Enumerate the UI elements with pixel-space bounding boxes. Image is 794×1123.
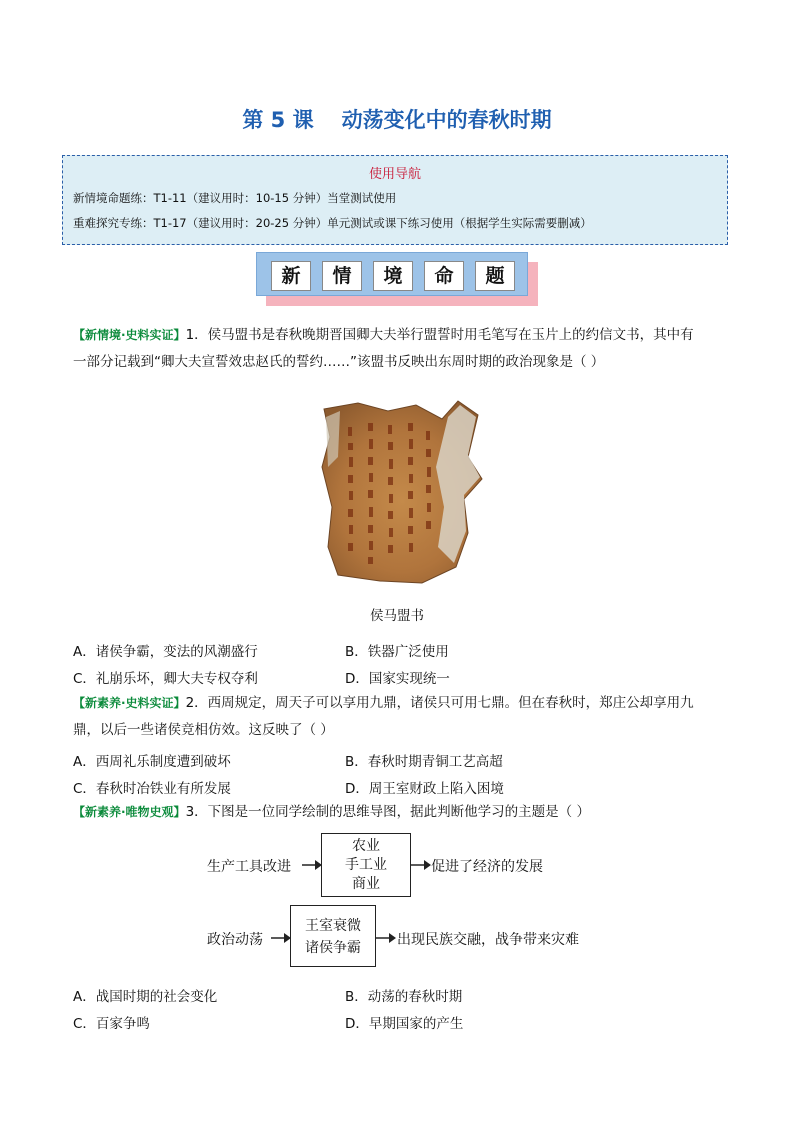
mind-map-box-1-item: 农业 <box>352 838 380 854</box>
arrow-icon <box>302 858 322 872</box>
question-3-option-d[interactable]: D．早期国家的产生 <box>345 1016 464 1032</box>
banner-char: 境 <box>373 261 413 291</box>
usage-navigation-box <box>62 155 728 245</box>
arrow-icon <box>271 931 291 945</box>
lesson-title <box>0 104 794 134</box>
question-3-option-b[interactable]: B．动荡的春秋时期 <box>345 989 463 1005</box>
question-2-option-c[interactable]: C．春秋时冶铁业有所发展 <box>73 781 231 797</box>
mind-map-box-2 <box>290 905 376 967</box>
banner-char: 新 <box>271 261 311 291</box>
question-1-option-d[interactable]: D．国家实现统一 <box>345 671 450 687</box>
usage-navigation-heading: 使用导航 <box>368 167 421 182</box>
mind-map-box-1-item: 手工业 <box>345 857 387 873</box>
banner-char: 命 <box>424 261 464 291</box>
question-2-option-d[interactable]: D．周王室财政上陷入困境 <box>345 781 504 797</box>
mind-map-right-1: 促进了经济的发展 <box>431 859 543 875</box>
question-2-tag: 【新素养·史料实证】 <box>73 696 186 710</box>
section-banner <box>256 252 538 304</box>
question-3-option-c[interactable]: C．百家争鸣 <box>73 1016 150 1032</box>
question-1-option-c[interactable]: C．礼崩乐坏，卿大夫专权夺利 <box>73 671 258 687</box>
lesson-number: 第 5 课 <box>242 108 314 132</box>
mind-map-left-2: 政治动荡 <box>207 932 263 948</box>
question-1-line-2: 一部分记载到“卿大夫宣誓效忠赵氏的誓约……”该盟书反映出东周时期的政治现象是（ ） <box>73 354 605 370</box>
mind-map-box-2-item: 王室衰微 <box>305 918 361 934</box>
question-2-line-2: 鼎，以后一些诸侯竞相仿效。这反映了（ ） <box>73 722 334 738</box>
arrow-icon <box>411 858 431 872</box>
question-3-option-a[interactable]: A．战国时期的社会变化 <box>73 989 218 1005</box>
question-3-line-1: 3．下图是一位同学绘制的思维导图，据此判断他学习的主题是（ ） <box>185 804 590 820</box>
question-2-option-a[interactable]: A．西周礼乐制度遭到破坏 <box>73 754 231 770</box>
mind-map-box-2-item: 诸侯争霸 <box>305 940 361 956</box>
question-2-stem <box>73 690 733 744</box>
mind-map-box-1 <box>321 833 411 897</box>
lesson-topic: 动荡变化中的春秋时期 <box>341 108 552 132</box>
question-2-line-1: 2．西周规定，周天子可以享用九鼎，诸侯只可用七鼎。但在春秋时，郑庄公却享用九 <box>185 695 694 711</box>
question-1-option-a[interactable]: A．诸侯争霸，变法的风潮盛行 <box>73 644 258 660</box>
mind-map-left-1: 生产工具改进 <box>207 859 291 875</box>
usage-line-2: 重难探究专练：T1-17（建议用时：20-25 分钟）单元测试或课下练习使用（根据学生实际需要删减） <box>73 216 592 230</box>
arrow-icon <box>376 931 396 945</box>
mind-map-box-1-item: 商业 <box>352 876 380 892</box>
banner-char: 情 <box>322 261 362 291</box>
image-caption: 侯马盟书 <box>370 608 424 624</box>
question-3-stem <box>73 799 733 826</box>
question-1-option-b[interactable]: B．铁器广泛使用 <box>345 644 449 660</box>
banner-box <box>256 252 528 296</box>
question-2-option-b[interactable]: B．春秋时期青铜工艺高超 <box>345 754 503 770</box>
question-1-stem <box>73 322 733 376</box>
question-1-tag: 【新情境·史料实证】 <box>73 328 186 342</box>
question-3-tag: 【新素养·唯物史观】 <box>73 805 186 819</box>
usage-line-1: 新情境命题练：T1-11（建议用时：10-15 分钟）当堂测试使用 <box>73 191 397 205</box>
houma-covenant-tablet-image <box>318 397 484 587</box>
question-1-line-1: 1．侯马盟书是春秋晚期晋国卿大夫举行盟誓时用毛笔写在玉片上的约信文书，其中有 <box>185 327 694 343</box>
mind-map-right-2: 出现民族交融，战争带来灾难 <box>397 932 579 948</box>
banner-char: 题 <box>475 261 515 291</box>
